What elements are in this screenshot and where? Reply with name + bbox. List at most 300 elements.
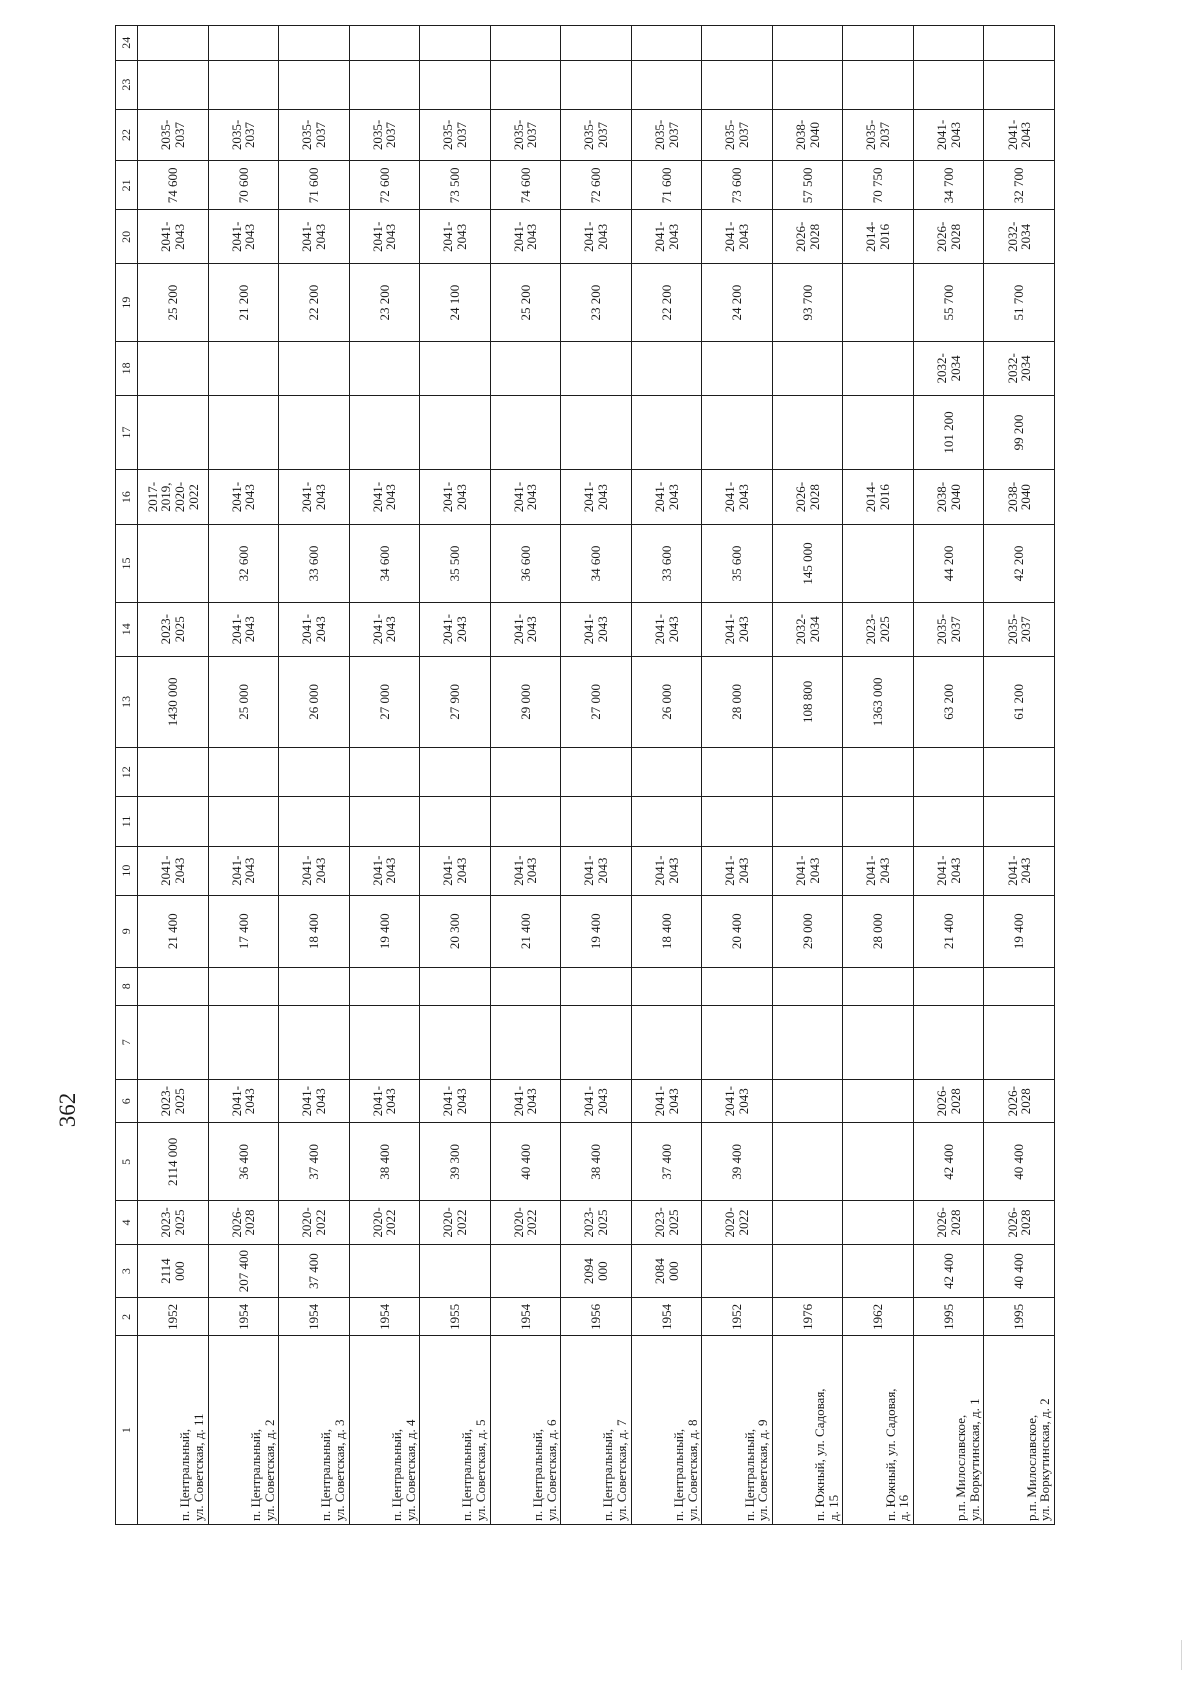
table-cell: 99 200 bbox=[984, 395, 1055, 469]
table-cell bbox=[772, 395, 843, 469]
table-cell bbox=[138, 748, 209, 797]
table-cell bbox=[913, 1005, 984, 1079]
table-cell: 35 500 bbox=[420, 525, 491, 603]
table-cell: 2023- 2025 bbox=[561, 1201, 632, 1244]
table-cell bbox=[631, 797, 702, 846]
table-cell bbox=[772, 1123, 843, 1201]
table-cell: 2032- 2034 bbox=[913, 341, 984, 395]
table-cell bbox=[561, 341, 632, 395]
column-number-cell: 21 bbox=[116, 161, 138, 210]
table-cell bbox=[772, 26, 843, 61]
table-cell: 33 600 bbox=[279, 525, 350, 603]
table-cell bbox=[561, 748, 632, 797]
table-cell bbox=[208, 60, 279, 109]
table-cell: 34 700 bbox=[913, 161, 984, 210]
table-cell: 2023- 2025 bbox=[138, 1079, 209, 1122]
table-cell bbox=[208, 748, 279, 797]
table-cell: 2032- 2034 bbox=[984, 341, 1055, 395]
column-number-cell: 24 bbox=[116, 26, 138, 61]
table-cell bbox=[208, 26, 279, 61]
column-number-cell: 10 bbox=[116, 846, 138, 895]
table-cell bbox=[349, 60, 420, 109]
table-cell: 2038- 2040 bbox=[984, 470, 1055, 525]
table-cell bbox=[702, 341, 773, 395]
table-cell: 40 400 bbox=[490, 1123, 561, 1201]
table-cell: 1995 bbox=[984, 1298, 1055, 1336]
table-cell: 71 600 bbox=[279, 161, 350, 210]
table-cell bbox=[702, 60, 773, 109]
table-cell bbox=[772, 1244, 843, 1298]
table-cell: 2041- 2043 bbox=[349, 846, 420, 895]
table-cell: 1995 bbox=[913, 1298, 984, 1336]
table-cell bbox=[772, 797, 843, 846]
table-cell bbox=[420, 1244, 491, 1298]
table-cell: 2023- 2025 bbox=[138, 602, 209, 656]
column-number-cell: 20 bbox=[116, 210, 138, 264]
table-cell bbox=[208, 1005, 279, 1079]
table-cell bbox=[702, 1005, 773, 1079]
table-cell: 22 200 bbox=[631, 264, 702, 342]
table-cell bbox=[279, 341, 350, 395]
table-cell: 2041- 2043 bbox=[702, 210, 773, 264]
table-cell: 1954 bbox=[631, 1298, 702, 1336]
table-cell bbox=[349, 797, 420, 846]
table-cell: 21 200 bbox=[208, 264, 279, 342]
column-number-cell: 14 bbox=[116, 602, 138, 656]
table-cell bbox=[984, 26, 1055, 61]
table-cell: 2041- 2043 bbox=[984, 846, 1055, 895]
column-number-cell: 7 bbox=[116, 1005, 138, 1079]
address-cell: п. Южный, ул. Садовая, д. 16 bbox=[843, 1336, 914, 1525]
table-cell bbox=[631, 341, 702, 395]
table-cell bbox=[913, 60, 984, 109]
table-cell: 1954 bbox=[349, 1298, 420, 1336]
table-cell: 34 600 bbox=[349, 525, 420, 603]
address-cell: р.п. Милославское, ул. Воркутинская, д. 2 bbox=[984, 1336, 1055, 1525]
table-cell bbox=[138, 525, 209, 603]
table-cell bbox=[420, 748, 491, 797]
table-cell bbox=[279, 395, 350, 469]
table-cell bbox=[702, 967, 773, 1005]
table-cell: 1952 bbox=[702, 1298, 773, 1336]
table-cell bbox=[208, 395, 279, 469]
table-cell: 37 400 bbox=[631, 1123, 702, 1201]
table-cell: 22 200 bbox=[279, 264, 350, 342]
table-cell: 72 600 bbox=[561, 161, 632, 210]
table-cell bbox=[420, 341, 491, 395]
table-cell: 2041- 2043 bbox=[279, 846, 350, 895]
table-cell bbox=[349, 395, 420, 469]
table-cell: 2014- 2016 bbox=[843, 470, 914, 525]
table-cell: 27 900 bbox=[420, 656, 491, 748]
table-cell: 19 400 bbox=[561, 895, 632, 967]
table-cell bbox=[772, 341, 843, 395]
table-cell bbox=[913, 26, 984, 61]
table-cell: 2041- 2043 bbox=[279, 1079, 350, 1122]
table-cell: 25 200 bbox=[138, 264, 209, 342]
column-number-cell: 13 bbox=[116, 656, 138, 748]
table-cell bbox=[843, 26, 914, 61]
table-cell: 2026- 2028 bbox=[984, 1201, 1055, 1244]
column-number-cell: 12 bbox=[116, 748, 138, 797]
table-cell bbox=[631, 967, 702, 1005]
table-cell: 2041- 2043 bbox=[279, 470, 350, 525]
table-cell bbox=[490, 797, 561, 846]
table-cell: 38 400 bbox=[561, 1123, 632, 1201]
table-cell bbox=[702, 26, 773, 61]
table-cell bbox=[490, 1005, 561, 1079]
scan-artifact bbox=[1181, 1640, 1182, 1670]
table-cell bbox=[561, 395, 632, 469]
table-cell: 38 400 bbox=[349, 1123, 420, 1201]
table-cell: 1952 bbox=[138, 1298, 209, 1336]
table-cell: 108 800 bbox=[772, 656, 843, 748]
table-cell: 2023- 2025 bbox=[138, 1201, 209, 1244]
table-cell bbox=[772, 60, 843, 109]
table-cell: 2041- 2043 bbox=[631, 210, 702, 264]
table-cell: 2041- 2043 bbox=[702, 1079, 773, 1122]
table-cell: 2035- 2037 bbox=[702, 109, 773, 160]
table-cell bbox=[490, 395, 561, 469]
table-cell: 61 200 bbox=[984, 656, 1055, 748]
table-row bbox=[561, 26, 632, 1525]
table-cell bbox=[279, 797, 350, 846]
table-cell: 70 750 bbox=[843, 161, 914, 210]
table-cell: 25 000 bbox=[208, 656, 279, 748]
table-cell: 44 200 bbox=[913, 525, 984, 603]
table-cell bbox=[349, 748, 420, 797]
table-cell bbox=[279, 26, 350, 61]
table-cell bbox=[420, 1005, 491, 1079]
table-cell: 40 400 bbox=[984, 1244, 1055, 1298]
table-cell: 2038- 2040 bbox=[913, 470, 984, 525]
table-cell: 27 000 bbox=[561, 656, 632, 748]
table-cell: 101 200 bbox=[913, 395, 984, 469]
table-cell: 2032- 2034 bbox=[772, 602, 843, 656]
table-cell bbox=[138, 26, 209, 61]
table-cell: 2041- 2043 bbox=[208, 1079, 279, 1122]
table-cell bbox=[772, 1079, 843, 1122]
table-row bbox=[984, 26, 1055, 1525]
address-cell: п. Южный, ул. Садовая, д. 15 bbox=[772, 1336, 843, 1525]
table-cell: 40 400 bbox=[984, 1123, 1055, 1201]
table-cell bbox=[561, 26, 632, 61]
table-cell: 2020- 2022 bbox=[490, 1201, 561, 1244]
table-cell bbox=[984, 748, 1055, 797]
table-cell: 36 600 bbox=[490, 525, 561, 603]
table-cell bbox=[349, 1005, 420, 1079]
table-cell bbox=[208, 797, 279, 846]
table-cell bbox=[843, 1123, 914, 1201]
table-cell bbox=[913, 748, 984, 797]
table-cell bbox=[843, 60, 914, 109]
table-cell: 2035- 2037 bbox=[349, 109, 420, 160]
column-number-cell: 17 bbox=[116, 395, 138, 469]
table-cell bbox=[843, 395, 914, 469]
table-cell: 2020- 2022 bbox=[420, 1201, 491, 1244]
table-cell bbox=[772, 1201, 843, 1244]
table-cell: 2041- 2043 bbox=[984, 109, 1055, 160]
table-cell bbox=[490, 60, 561, 109]
table-cell: 2035- 2037 bbox=[561, 109, 632, 160]
table-cell: 71 600 bbox=[631, 161, 702, 210]
table-cell bbox=[561, 967, 632, 1005]
table-cell bbox=[843, 1005, 914, 1079]
table-cell: 2041- 2043 bbox=[772, 846, 843, 895]
table-cell bbox=[349, 341, 420, 395]
table-cell: 1962 bbox=[843, 1298, 914, 1336]
address-cell: п. Центральный, ул. Советская, д. 11 bbox=[138, 1336, 209, 1525]
table-cell: 2041- 2043 bbox=[561, 846, 632, 895]
table-cell bbox=[843, 748, 914, 797]
table-cell: 28 000 bbox=[843, 895, 914, 967]
table-cell bbox=[138, 60, 209, 109]
table-cell: 63 200 bbox=[913, 656, 984, 748]
column-number-cell: 22 bbox=[116, 109, 138, 160]
table-cell: 1955 bbox=[420, 1298, 491, 1336]
table-cell: 2041- 2043 bbox=[279, 602, 350, 656]
table-cell bbox=[208, 967, 279, 1005]
table-cell: 2020- 2022 bbox=[702, 1201, 773, 1244]
table-cell bbox=[913, 967, 984, 1005]
table-cell: 36 400 bbox=[208, 1123, 279, 1201]
table-cell: 2023- 2025 bbox=[843, 602, 914, 656]
column-number-cell: 9 bbox=[116, 895, 138, 967]
table-cell: 2026- 2028 bbox=[772, 210, 843, 264]
table-cell bbox=[702, 1244, 773, 1298]
table-cell: 2026- 2028 bbox=[913, 1201, 984, 1244]
table-cell: 2041- 2043 bbox=[208, 210, 279, 264]
table-cell: 2041- 2043 bbox=[208, 602, 279, 656]
table-cell bbox=[420, 26, 491, 61]
table-cell: 29 000 bbox=[772, 895, 843, 967]
address-cell: п. Центральный, ул. Советская, д. 8 bbox=[631, 1336, 702, 1525]
table-cell bbox=[843, 1079, 914, 1122]
table-cell bbox=[490, 967, 561, 1005]
table-cell bbox=[138, 797, 209, 846]
table-cell: 2041- 2043 bbox=[631, 470, 702, 525]
table-cell: 34 600 bbox=[561, 525, 632, 603]
table-cell: 1954 bbox=[208, 1298, 279, 1336]
table-cell: 2035- 2037 bbox=[631, 109, 702, 160]
table-cell: 20 400 bbox=[702, 895, 773, 967]
table-cell: 26 000 bbox=[279, 656, 350, 748]
table-cell: 2114 000 bbox=[138, 1123, 209, 1201]
column-number-cell: 8 bbox=[116, 967, 138, 1005]
column-number-cell: 11 bbox=[116, 797, 138, 846]
table-cell: 2041- 2043 bbox=[843, 846, 914, 895]
table-cell: 2041- 2043 bbox=[349, 1079, 420, 1122]
table-cell: 2041- 2043 bbox=[913, 846, 984, 895]
table-cell: 20 300 bbox=[420, 895, 491, 967]
table-cell: 2041- 2043 bbox=[490, 1079, 561, 1122]
table-cell: 2041- 2043 bbox=[490, 846, 561, 895]
table-cell: 1363 000 bbox=[843, 656, 914, 748]
table-cell: 32 600 bbox=[208, 525, 279, 603]
table-row bbox=[772, 26, 843, 1525]
table-cell bbox=[631, 1005, 702, 1079]
table-cell bbox=[913, 797, 984, 846]
table-cell bbox=[984, 967, 1055, 1005]
table-cell bbox=[420, 395, 491, 469]
table-cell: 23 200 bbox=[349, 264, 420, 342]
table-cell: 39 300 bbox=[420, 1123, 491, 1201]
table-cell bbox=[490, 26, 561, 61]
table-cell bbox=[208, 341, 279, 395]
rotated-table-frame bbox=[115, 25, 1055, 1525]
table-cell: 35 600 bbox=[702, 525, 773, 603]
table-cell bbox=[138, 341, 209, 395]
table-cell bbox=[490, 1244, 561, 1298]
table-cell: 2035- 2037 bbox=[490, 109, 561, 160]
table-row bbox=[349, 26, 420, 1525]
table-cell: 24 100 bbox=[420, 264, 491, 342]
table-cell bbox=[984, 797, 1055, 846]
table-cell: 21 400 bbox=[490, 895, 561, 967]
table-cell: 2041- 2043 bbox=[420, 846, 491, 895]
table-cell bbox=[490, 341, 561, 395]
page-number: 362 bbox=[55, 1092, 80, 1128]
table-cell: 2020- 2022 bbox=[279, 1201, 350, 1244]
table-cell: 28 000 bbox=[702, 656, 773, 748]
header-row bbox=[116, 26, 138, 1525]
table-cell: 2035- 2037 bbox=[420, 109, 491, 160]
table-cell: 29 000 bbox=[490, 656, 561, 748]
table-cell bbox=[702, 395, 773, 469]
table-cell: 2041- 2043 bbox=[702, 470, 773, 525]
table-cell: 32 700 bbox=[984, 161, 1055, 210]
table-row bbox=[843, 26, 914, 1525]
table-cell bbox=[843, 1201, 914, 1244]
table-cell bbox=[279, 1005, 350, 1079]
table-cell bbox=[702, 797, 773, 846]
address-cell: п. Центральный, ул. Советская, д. 6 bbox=[490, 1336, 561, 1525]
table-cell: 42 200 bbox=[984, 525, 1055, 603]
column-number-cell: 15 bbox=[116, 525, 138, 603]
table-row bbox=[490, 26, 561, 1525]
column-number-cell: 18 bbox=[116, 341, 138, 395]
table-cell: 26 000 bbox=[631, 656, 702, 748]
table-cell: 2041- 2043 bbox=[420, 1079, 491, 1122]
table-cell bbox=[631, 395, 702, 469]
table-cell: 2014- 2016 bbox=[843, 210, 914, 264]
table-cell: 1976 bbox=[772, 1298, 843, 1336]
table-cell: 2041- 2043 bbox=[561, 602, 632, 656]
table-cell: 1954 bbox=[279, 1298, 350, 1336]
table-cell: 2026- 2028 bbox=[208, 1201, 279, 1244]
table-cell: 2020- 2022 bbox=[349, 1201, 420, 1244]
table-row bbox=[279, 26, 350, 1525]
table-cell: 2041- 2043 bbox=[490, 210, 561, 264]
table-row bbox=[631, 26, 702, 1525]
table-cell: 207 400 bbox=[208, 1244, 279, 1298]
address-cell: р.п. Милославское, ул. Воркутинская, д. 1 bbox=[913, 1336, 984, 1525]
table-cell: 55 700 bbox=[913, 264, 984, 342]
table-cell bbox=[772, 967, 843, 1005]
table-cell bbox=[702, 748, 773, 797]
table-cell: 2041- 2043 bbox=[138, 210, 209, 264]
table-cell: 145 000 bbox=[772, 525, 843, 603]
table-cell bbox=[138, 395, 209, 469]
table-cell: 73 600 bbox=[702, 161, 773, 210]
table-cell: 2035- 2037 bbox=[843, 109, 914, 160]
table-cell: 2084 000 bbox=[631, 1244, 702, 1298]
table-cell: 2035- 2037 bbox=[138, 109, 209, 160]
table-cell bbox=[843, 797, 914, 846]
table-cell: 74 600 bbox=[490, 161, 561, 210]
table-cell: 72 600 bbox=[349, 161, 420, 210]
table-cell: 57 500 bbox=[772, 161, 843, 210]
table-cell: 2041- 2043 bbox=[420, 210, 491, 264]
column-number-cell: 3 bbox=[116, 1244, 138, 1298]
table-cell bbox=[772, 748, 843, 797]
column-number-cell: 1 bbox=[116, 1336, 138, 1525]
table-cell: 37 400 bbox=[279, 1244, 350, 1298]
address-cell: п. Центральный, ул. Советская, д. 3 bbox=[279, 1336, 350, 1525]
table-cell: 2041- 2043 bbox=[631, 846, 702, 895]
address-cell: п. Центральный, ул. Советская, д. 4 bbox=[349, 1336, 420, 1525]
table-cell: 2041- 2043 bbox=[420, 602, 491, 656]
table-cell: 39 400 bbox=[702, 1123, 773, 1201]
table-cell bbox=[561, 1005, 632, 1079]
table-cell: 2041- 2043 bbox=[349, 602, 420, 656]
table-cell: 2041- 2043 bbox=[913, 109, 984, 160]
table-cell: 17 400 bbox=[208, 895, 279, 967]
table-cell: 1430 000 bbox=[138, 656, 209, 748]
column-number-cell: 4 bbox=[116, 1201, 138, 1244]
table-cell: 93 700 bbox=[772, 264, 843, 342]
table-row bbox=[420, 26, 491, 1525]
table-cell bbox=[349, 967, 420, 1005]
address-cell: п. Центральный, ул. Советская, д. 7 bbox=[561, 1336, 632, 1525]
table-cell: 19 400 bbox=[349, 895, 420, 967]
table-cell bbox=[420, 967, 491, 1005]
table-row bbox=[138, 26, 209, 1525]
table-cell bbox=[631, 748, 702, 797]
table-cell: 2041- 2043 bbox=[561, 210, 632, 264]
address-cell: п. Центральный, ул. Советская, д. 9 bbox=[702, 1336, 773, 1525]
table-cell: 2094 000 bbox=[561, 1244, 632, 1298]
table-cell: 2026- 2028 bbox=[913, 210, 984, 264]
table-cell bbox=[631, 26, 702, 61]
table-row bbox=[702, 26, 773, 1525]
table-cell: 1954 bbox=[490, 1298, 561, 1336]
table-cell bbox=[843, 264, 914, 342]
table-cell: 70 600 bbox=[208, 161, 279, 210]
table-cell: 2035- 2037 bbox=[279, 109, 350, 160]
table-cell: 2041- 2043 bbox=[420, 470, 491, 525]
table-cell bbox=[279, 967, 350, 1005]
table-cell bbox=[420, 60, 491, 109]
table-cell: 2041- 2043 bbox=[561, 1079, 632, 1122]
table-cell bbox=[631, 60, 702, 109]
address-cell: п. Центральный, ул. Советская, д. 5 bbox=[420, 1336, 491, 1525]
column-number-cell: 16 bbox=[116, 470, 138, 525]
column-number-cell: 23 bbox=[116, 60, 138, 109]
table-cell: 2041- 2043 bbox=[490, 602, 561, 656]
table-cell: 42 400 bbox=[913, 1123, 984, 1201]
table-cell: 2023- 2025 bbox=[631, 1201, 702, 1244]
table-cell: 2041- 2043 bbox=[561, 470, 632, 525]
table-cell: 42 400 bbox=[913, 1244, 984, 1298]
table-cell bbox=[490, 748, 561, 797]
table-cell: 73 500 bbox=[420, 161, 491, 210]
table-cell: 33 600 bbox=[631, 525, 702, 603]
table-cell: 74 600 bbox=[138, 161, 209, 210]
table-row bbox=[913, 26, 984, 1525]
table-cell bbox=[279, 748, 350, 797]
table-cell: 2041- 2043 bbox=[490, 470, 561, 525]
